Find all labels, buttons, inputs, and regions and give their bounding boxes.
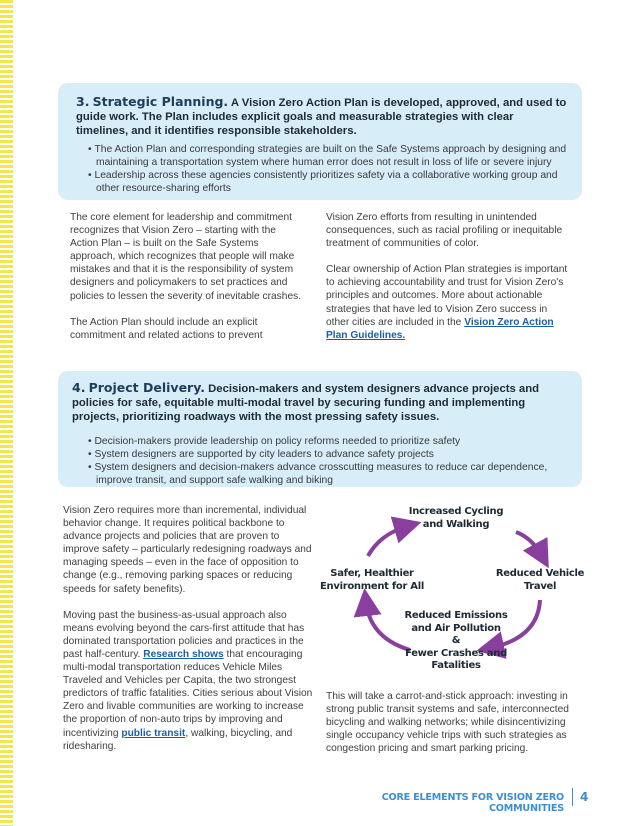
paragraph: Vision Zero requires more than incremental, individual behavior change. It requires political backbone to advance projects and policies that are proven to improve safety – particularly redesigning roadways and managing speeds – even in the face of opposition to change (e.g., removing parking spaces or reducing speeds for safety benefits). [63, 505, 312, 595]
paragraph: The core element for leadership and commitment recognizes that Vision Zero – starting with the Action Plan – is built on the Safe Systems approach, which recognizes that people will make mistakes and that it is the responsibility of system designers and policymakers to set practices and policies to lessen the severity of inevitable crashes. [70, 212, 302, 302]
public-transit-link[interactable]: public transit [121, 727, 186, 739]
edge-stripe-decoration [0, 0, 13, 826]
bullet-item: • System designers are supported by city leaders to advance safety projects [88, 449, 568, 462]
cycle-node-reduced-vehicle-travel: Reduced Vehicle Travel [495, 568, 585, 592]
body-column-left-top [70, 211, 306, 355]
arrow-top-to-right [516, 532, 542, 556]
node-text: Reduced Emissions and Air Pollution [404, 610, 508, 634]
cycle-node-increased-cycling: Increased Cycling and Walking [408, 506, 504, 530]
bullet-item: • Leadership across these agencies consistently prioritizes safety via a collaborative working group and other resource-sharing efforts [88, 170, 568, 196]
element-lead: A Vision Zero Action Plan is developed, approved, and used to guide work. The Plan includes explicit goals and measurable strategies with clear timelines, and it identifies responsible stakeholders. [76, 97, 567, 137]
arrow-left-to-top [368, 526, 408, 556]
element-lead: Decision-makers and system designers advance projects and policies for safe, equitable multi-modal travel by securing funding and implementing projects, prioritizing roadways with the most pressing safety issues. [72, 383, 540, 423]
project-delivery-bullets [72, 436, 568, 488]
bullet-item: • Decision-makers provide leadership on policy reforms needed to prioritize safety [88, 436, 568, 449]
cycle-diagram [318, 498, 585, 688]
strategic-planning-bullets [76, 144, 568, 196]
element-number: 4. [72, 380, 86, 395]
paragraph: This will take a carrot-and-stick approach: investing in strong public transit systems and safe, interconnected bicycling and walking networks; while disincentivizing single occupancy vehicle trips with such strategies as congestion pricing and smart parking pricing. [326, 691, 569, 755]
node-amp: & [451, 635, 461, 646]
footer-divider [572, 788, 573, 806]
cycle-node-reduced-emissions [402, 610, 510, 673]
element-title: Strategic Planning. [92, 94, 229, 109]
strategic-planning-callout [58, 83, 582, 200]
page-number: 4 [580, 790, 589, 804]
paragraph-text: Moving past the business-as-usual approach also means evolving beyond the cars-first attitude that has dominated transportation policies and practices in the past half-century. [63, 609, 305, 660]
node-text: Fewer Crashes and Fatalities [405, 647, 507, 671]
element-number: 3. [76, 94, 90, 109]
project-delivery-heading [72, 381, 568, 424]
paragraph-text: that encouraging multi-modal transportation reduces Vehicle Miles Traveled and Vehicles per Capita, the two strongest predictors of traffic fatalities. Cities serious about Vision Zero and livable communities are working to increase the proportion of non-auto trips by improving and incentivizing [63, 648, 313, 739]
paragraph [63, 609, 315, 753]
paragraph [326, 263, 572, 342]
element-title: Project Delivery. [88, 380, 205, 395]
research-shows-link[interactable]: Research shows [143, 648, 224, 660]
body-column-right-top [326, 211, 572, 355]
paragraph-text: , walking, bicycling, and ridesharing. [63, 727, 293, 752]
paragraph-text: Clear ownership of Action Plan strategies is important to achieving accountability and trust for Vision Zero's principles and outcomes. More about actionable strategies that have led to Vision Zero success in other cities are included in the [326, 264, 568, 328]
project-delivery-callout [58, 371, 582, 487]
bullet-item: • System designers and decision-makers advance crosscutting measures to reduce car dependence, improve transit, and support safe walking and biking [88, 462, 568, 488]
footer-title: CORE ELEMENTS FOR VISION ZERO COMMUNITIES [381, 792, 564, 814]
bullet-item: • The Action Plan and corresponding strategies are built on the Safe Systems approach by designing and maintaining a transportation system where human error does not result in loss of life or severe injury [88, 144, 568, 170]
paragraph: Vision Zero efforts from resulting in unintended consequences, such as racial profiling or inequitable treatment of communities of color. [326, 212, 563, 250]
action-plan-guidelines-link[interactable]: Vision Zero Action Plan Guidelines. [326, 316, 554, 341]
body-column-left-bottom [63, 504, 315, 766]
body-column-right-bottom [326, 690, 576, 768]
cycle-node-safer-environment: Safer, Healthier Environment for All [320, 568, 424, 592]
paragraph: The Action Plan should include an explicit commitment and related actions to prevent [70, 316, 263, 341]
strategic-planning-heading [76, 95, 568, 138]
